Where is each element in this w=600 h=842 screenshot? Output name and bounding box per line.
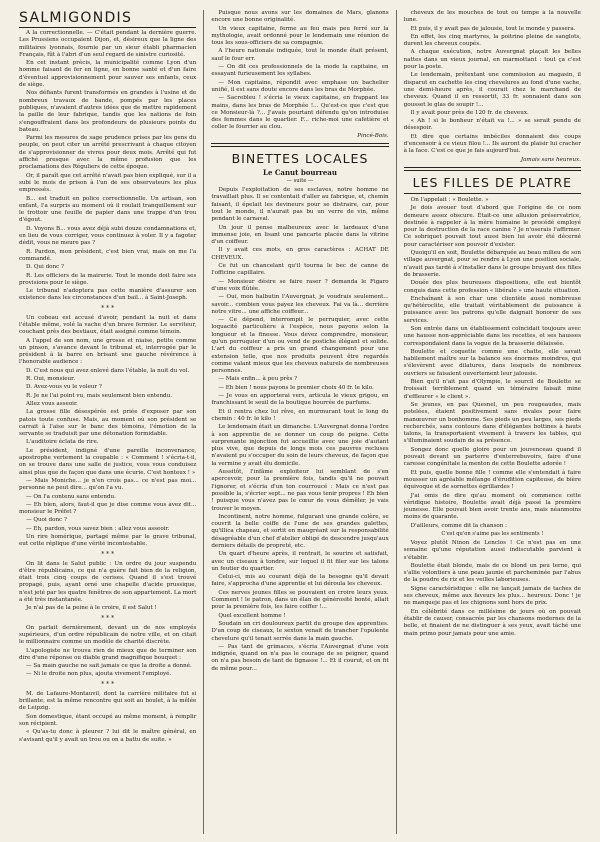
col3-paragraphs-top [404, 10, 581, 156]
paragraph: On l'appelait : « Boulette. » [410, 196, 489, 203]
ornament-divider: * * * [101, 304, 115, 312]
col1-paragraphs-5 [19, 691, 196, 744]
paragraph: Et il rentra chez lui rêve, en murmurant tout le long du chemin : 40 fr. le kilo ! [211, 408, 389, 422]
col1-paragraphs-3 [19, 561, 196, 613]
paragraph: Voyez plutôt Ninon de Lenclos ! Ce n'est pas en une semaine qu'une réputation aussi indiscutable parvient à s'établir. [403, 540, 581, 561]
paragraph: Je n'ai pas de la peine à le croire, il est Salut ! [26, 605, 157, 612]
col2-paragraphs-top [211, 10, 388, 132]
paragraph: — Mais Moniche... je n'en crois pas... ce n'est pas moi... personne ne peut dire... qu'on l'a vu. [19, 477, 197, 492]
paragraph: Depuis l'exploitation de ses esclaves, notre homme ne travaillait plus. Il se contentait d'aller au fabrique, et, chemin faisant, il épelait les devineurs pour se distraire, car, pour tout le monde, il n'aurait pas bu un verre de vin, même pendant le carnaval. [211, 187, 389, 223]
paragraph: Un rire homérique, partagé même par le grave tribunal, eut cette réplique d'une vérité incontestable. [19, 534, 197, 548]
paragraph: Se jeunes, en pas Quesnel, un peu rougeaudes, mais potelées, étaient positivement sans rivales pour faire manœuvrer un bonhomme. Ses pieds un peu larges, ses pieds recherchés, sans contours dans d'élégantes bottines à hauts talons, la transportaient vivement à travers les tables, qui s'illuminaient soudain de sa présence. [403, 401, 581, 445]
paragraph: D'ailleurs, comme dit la chanson : [410, 522, 508, 529]
column-3 [396, 10, 588, 834]
paragraph: — On dit ces professionnels de la mode la capitaine, en essayant furieusement les syllabes. [211, 64, 389, 78]
paragraph: — Quoi donc ? [26, 517, 67, 524]
paragraph: D. Qui donc ? [26, 264, 65, 271]
paragraph: Songez donc quelle gloire pour un jouvenceau quand il pouvait devant un parterre d'enterrebuvoirs, faire d'une caresse congénitale la menton de cette Boulette adorée ! [403, 446, 581, 468]
paragraph: — Sacrebleu ! s'écria le vieux capitaine, en frappant les mains, dans les bras de Morphée !... Qu'est-ce que c'est que ce Monsieur-là ?... J'avais pourtant défendu qu'on introduise des femmes dans le quartier. F... riche-moi une cafetière et coller le fourrier au clou. [211, 95, 389, 131]
paragraph: — Eh bien, alors, faut-il que je dise comme vous avez dit... monsieur le Préfet ? [19, 501, 197, 516]
paragraph: — Ce dépend, interrompit le perruquier, avec cette loquacité particulière à l'espèce, nous payons selon la longueur et la finesse. Vous devez comprendre, monsieur, qu'un perruquier d'un ou vend de postiche élégant et solide. L'art du coiffeur a pris un grand changement pour une extension telle, que nos produits peuvent être regardés comme valant mieux que les cheveux naturels de nombreuses personnes. [211, 317, 389, 375]
paragraph: R. Oui, monsieur. [26, 376, 75, 383]
column-1 [12, 10, 203, 834]
paragraph: Il y avait pour près de 120 fr. de cheveux. [410, 109, 529, 116]
paragraph: Aussitôt, l'infâme exploiteur lui semblant de s'en apercevoir, pour la première fois, tandis qu'il ne pouvait l'ignorer, et s'écria d'un ton courroucé : Mais ce n'est pas possible la, s'écrier sept... ne pas vous tenir propres ! Eh bien ! puisque vous n'avez pas le cœur de vous démêler, je vais trouver le moyen. [211, 469, 389, 512]
col3-paragraphs-end [404, 540, 581, 638]
paragraph: Un quart d'heure après, il rentrait, le sourire et satisfait, avec un ciseaux à tondre, sur lequel il fit filer sur les talons un feutier du quartier. [211, 551, 389, 572]
paragraph: A chaque exécution, notre Auvergnat plaçait les belles nattes dans un vieux journal, en marmottant : tout ça c'est pour la poste. [403, 49, 581, 71]
paragraph: cheveux de les mouches de tout ou tempe à la nouvelle lune. [403, 10, 581, 24]
paragraph: Bien qu'il n'ait pas d'Olympie, le sourcil de Boulette se froissait terriblement quand un téméraire faisait mine d'effleurer « le client ». [403, 379, 581, 400]
paragraph: Boulette et coquette comme une chatte, elle savait habilement maître sur la balance ses énormes moindres, qui s'élevèrent avec dilatures, dans lesquels de nombreux ouvriers se faisaient ouvertement leur jalousie. [403, 348, 581, 377]
ornament-divider: * * * [101, 680, 115, 688]
paragraph: L'auditoire éclata de rire. [26, 439, 99, 446]
column-2 [203, 10, 395, 834]
paragraph: Son domestique, étant occupé au même moment, à remplir son récipient. [19, 713, 197, 727]
signature: Jamais sans heureux. [520, 156, 581, 163]
article-subtitle-small: — suite — [286, 178, 314, 185]
paragraph: A l'appel de son nom, une grosse et niaise, petite comme un pinson, s'avance devant le tribunal et, interrogée par le président à la barre en brisant une gauche révérence à l'honorable audience : [19, 337, 197, 366]
quote-line: C'est qu'on s'aime pas les sentiments ! [441, 531, 544, 537]
paragraph: Je dois avouer tout d'abord que l'origine de ce nom demeure assez obscure. Était-ce une allusion préservatrice, destinée à rappeler à la mère humaine le procédé employé pour la destruction de la race canine ? Je n'oserais l'affirmer. Ce sobriquet pouvait tout aussi bien lui avoir été décerné pour caractériser son pouvoir d'exister. [403, 205, 581, 248]
paragraph: L'apologiste ne trouva rien de mieux que de terminer son dire d'une réponse ou diable grand magnifique bouquet : [19, 647, 197, 661]
paragraph: Quel excellent homme ! [218, 612, 286, 619]
col1-paragraphs-2 [19, 315, 196, 549]
paragraph: — Pas tant de grimaces, s'écria l'Auvergnat d'une voix indignée, quand on n'a pas le courage de se peigner, quand on n'a pas besoin de tant de tignasse !... Et il courut, et on fit de même pour... [211, 643, 389, 672]
paragraph: M. de Lafaure-Montauvil, dont la carrière militaire fut si brillante, est la même rencontre qui soit au boulet, à la mêlée de Leipzig. [19, 690, 197, 712]
signature: Pincé-Bois. [357, 132, 389, 139]
ornament-divider: * * * [101, 550, 115, 558]
paragraph: Un cobeau est accusé d'avoir, pendant la nuit et dans l'étable même, volé la vache d'un brave fermier. Le serviteur, couchant près des bestiaux, était assigné comme témoin. [19, 314, 197, 336]
paragraph: Douée des plus heureuses dispositions, elle eut bientôt conquis dans cette profession « libérale » une haute situation. [403, 280, 581, 294]
paragraph: Le président, indigné d'une pareille inconvenance, apostrophe vertement la coupable : « Comment ! s'écria-t-il, on se trouve dans une salle de justice, vous vous conduisez ainsi plus que de façon que dans une écurie. C'est honteux ! » [19, 447, 197, 476]
section-underline [404, 193, 581, 194]
paragraph: Parmi les mesures de sage prudence prises par les gens du peuple, on peut citer un arrêté prescrivant à chaque citoyen de s'approvisionner de vivres pour deux mois. Arrêté qui fut affiché presque avec la même profusion que les proclamations des Réguliers de cette époque. [19, 135, 197, 171]
paragraph: Ce fut un chancelant qu'il tourna le bec de canne de l'officine capillaire. [211, 263, 389, 277]
paragraph: Ces nerves jeunes filles se pouvaient en croire leurs yeux. Comment ! le patron, dans un élan de générosité bonté, allait pour la première fois, les faire coiffer !... [211, 589, 389, 611]
paragraph: Le lendemain, prétextant une commission au magasin, il disparut en cachette les cinq chevelures au fond d'une vache, une demi-heure après, il courait chez le marchand de cheveux. Quand il en ressortit, 33 fr. sonnaient dans son gousset le glas de soupir !... [403, 72, 581, 108]
section-title-salmigondis: SALMIGONDIS [19, 10, 196, 28]
paragraph: A la correctionnelle. — C'était pendant la dernière guerre. Les Prussiens occupaient Dijon, et, désireux que la ligne des militaires lyonnais, fournie par un sieur établi pharmacien Français, fût à l'abri d'un seul regard de sinistre curiosité. [19, 30, 197, 58]
paragraph: On lit dans le Salut public : Un ordre du jour suspendu d'être républicains, ce qui n'a guère fait bien de la religion, était trois cinq coups de cerises. Quand il s'est trouvé propagé, puis, ayant orné une chapelle d'acide prussique, n'est jeté par les quatre fenêtres de son appartement. La mort a été très instantanée. [19, 560, 197, 604]
paragraph: A l'heure nationale indiquée, tout le monde était présent, sauf le four err. [211, 48, 389, 62]
paragraph: — Sa main gauche ne sait jamais ce que la droite a donné. [26, 663, 192, 670]
paragraph: Le tribunal n'adoptera pas cette manière d'assurer son existence dans les circonstances d'un bail... à Saint-Joseph. [19, 288, 197, 302]
paragraph: J'ai omis de dire qu'au moment où commence cette véridique histoire, Boulette avait déjà passé la première jeunesse. Elle pouvait bien avoir trente ans, mais néanmoins moins de quarante. [403, 492, 581, 521]
paragraph: On parlait dernièrement, devant un de nos employés supérieurs, d'un ordre républicain de notre ville, et on citait le millionnaire comme un modèle de charité discrète. [19, 624, 197, 646]
paragraph: — Je vous en apporterai vers, articula le vieux grigou, en franchissant le seuil de la boutique bourrée de parfums. [211, 393, 389, 407]
paragraph: D. Voyons B... vous avez déjà subi douze condamnations et, en lieu de vous corriger, vous continuez à voler. Il y a fagoter dédit, vous ne meure pas ? [19, 225, 197, 247]
paragraph: Signe caractéristique : elle ne lançait jamais de taches de ses cheveux, même aux faveurs les plus... heureux. Donc ! je ne manqueje pas et les chignons sont hors de prix. [403, 585, 581, 607]
paragraph: D. C'est nous qui avez enlevé dans l'étable, la nuit du vol. [26, 367, 190, 374]
section-divider [404, 167, 581, 171]
paragraph: En cet instant précis, la municipalité comme Lyon d'un homme faisant de fer en ligne, en bonne santé et d'un faire d'éventuel approvisionnement pour sauver ses enfants, ceux de siège. [19, 60, 197, 89]
columns [12, 10, 588, 834]
paragraph: Il y avait ces mots, en gros caractères : ACHAT DE CHEVEUX. [211, 247, 389, 261]
paragraph: — Mais enfin... à peu près ? [218, 376, 298, 383]
paragraph: — Oui, mon halbutin l'Auvergnat, je voudrais seulement... savoir... combien vous payez les cheveux. Fai va là... derrière notre vitre... une affiche coiffeur... [211, 294, 389, 315]
paragraph: En effet, les cinq martyres, la poitrine pleine de sanglots, durent les cheveux coupés. [403, 33, 581, 48]
paragraph: Celui-ci, mis au courant déjà de la besogne qu'il devait faire, s'approcha d'une apprentie et lui déroula les cheveux. [211, 574, 389, 588]
paragraph: La grosse fille désespérée est priée d'exposer par son patois toute confuse. Mais, au moment où son président se carrait à l'aise sur le banc des témoins, l'émotion de la servante se traduisit par une détonation formidable. [19, 409, 197, 438]
paragraph: R. Les officiers de la mairerie. Tout le monde doit faire ses provisions pour le siège. [19, 272, 197, 286]
ornament-divider: * * * [101, 614, 115, 622]
section-divider [211, 143, 388, 147]
paragraph: B... est traduit en police correctionnelle. Un artisan, son enfant, l'a surpris au moment où il roulait tranquillement sur le trottoir une feuille de papier dans une trappe d'un trou d'égout. [19, 195, 197, 224]
paragraph: D. Avez-vous vu le voleur ? [26, 384, 102, 391]
paragraph: Soudain un cri douloureux partit du groupe des apprenties. D'un coup de ciseaux, le sexton venait de trancher l'opulente chevelure qu'il tenait serrée dans la main gauche. [211, 620, 389, 642]
paragraph: Allez vous asseoir. [26, 400, 78, 407]
paragraph: Or, il paraît que cet arrêté n'avait pas bien expliqué, sur il a subi le mois de prison à l'un de ses observateurs les plus empressés. [19, 172, 197, 194]
paragraph: « Ah ! si le bonheur n'était va !... » se serait pendu de désespoir. [403, 118, 581, 132]
paragraph: Et dire que certains imbéciles donnaient des coups d'encensoir à ce vieux filou !... Ils auront du plaisir lui cracher à la face. C'est ce que je fais aujourd'hui. [403, 133, 581, 155]
paragraph: Incontinent, notre homme, fulgurant une grande colère, se couvrit la belle coiffe de l'une de ses grandes galettes, qu'illica chapeau, et sortit en maugréant sur la responsabilité désagréable d'un chef d'atelier obligé de descendre jusqu'aux derniers détails de propreté, etc. [211, 513, 389, 549]
paragraph: Son entrée dans un établissement coïncidait toujours avec une hausse non-appréciable dans les recettes, et ses hausses correspondaient dans la vogue de la brasserie délaissée. [403, 325, 581, 347]
col3-paragraphs-main [404, 197, 581, 530]
paragraph: R. Pardon, mon président, c'est bien vrai, mais on me l'a commandé. [19, 248, 197, 262]
paragraph: Boulette était blonde, mais de ce blond un peu terne, qui s'allie volontiers à une peau jaunie et parcheminée par l'abus de la poudre de riz et les veilles laborieuses. [403, 562, 581, 584]
paragraph: Nos défiants furent transformés en grandes à l'usine et de nombreux travaux de bande, pompés par les places publiques, n'avaient d'autres idées que de mettre rapidement la paille de leur fabrique, tandis que les nations de foin s'engouffraient dans les profondeurs de plusieurs points du bateau. [19, 90, 197, 133]
paragraph: « Qu'as-tu donc à pleurer ? lui dit le maître général, en s'avisant qu'il y avait un trou ou on a battu de suite. » [19, 729, 197, 743]
paragraph: Le lendemain était un dimanche. L'Auvergnat donna l'ordre à son apprentie de se donner un coup de peigne. Cette surprenante injonction fut accueillie avec une joie d'autant plus vive, que depuis de longs mois ces pauvres recluses n'avaient pu s'occuper du soin de leurs cheveux, de façon que la vermine y avait élu domicile. [211, 424, 389, 467]
col2-paragraphs-main [211, 187, 388, 673]
paragraph: — Monsieur désire se faire raser ? demanda le Figaro d'une voix flûtée. [211, 278, 389, 292]
col1-paragraphs [19, 30, 196, 303]
paragraph: Puisque nous avons sur les domaines de Mars, glanons encore une bonne originalité. [211, 10, 389, 24]
paragraph: — Eh bien ! nous payons le premier choix 40 fr. le kilo. [218, 384, 374, 391]
col1-paragraphs-4 [19, 625, 196, 679]
paragraph: Quoiqu'il en soit, Boulette débarquée au beau milieu de son village auvergnat, pour se rendre à Lyon une position sociale, n'avait pas tardé à s'installer dans le groupe bruyant des filles de brasserie. [403, 250, 581, 278]
section-title-filles: LES FILLES DE PLATRE [412, 174, 573, 190]
paragraph: Un jour il pense malheureux avec le lardeaux d'une immense joie, en lisant une pancarte placée dans la vitrine d'un coiffeur. [211, 224, 389, 246]
paragraph: Un vieux capitaine, ferme au feu mais peu ferré sur la mythologie, avait ordonné pour le lendemain une réunion de tous les sous-officiers de sa compagnie. [211, 25, 389, 47]
paragraph: — Ni le droite non plus, ajouta vivement l'employé. [26, 671, 172, 678]
paragraph: — On l'a contenu sans entendu. [26, 493, 116, 500]
article-subtitle: Le Canut bourreau [263, 168, 337, 178]
paragraph: En célébrité dans ce millésime de jours où on pouvait établir de causer, consacrée par les chansons modernes de la belle, et finaient de ne distinguer à ses yeux, avait tâché une main primo pour jamais pour une amie. [403, 608, 581, 637]
paragraph: — Mon capitaine, répondit avec emphase un bachelier unifié, il est sans doute encore dans les bras de Morphée. [211, 79, 389, 93]
paragraph: R. Je ne l'ai point vu, mais seulement bien entendu. [26, 392, 173, 399]
paragraph: — Eh, pardon, vous savez bien : allez vous asseoir. [26, 525, 170, 532]
section-title-binettes: BINETTES LOCALES [231, 151, 369, 167]
paragraph: Et puis, il y avait pas de jalousie, tout le monde y passera. [410, 25, 576, 32]
paragraph: Enchaînant à son char une clientèle aussi nombreuse qu'hétéroclite, elle traitait véritablement de puissance à puissance avec les patrons qu'elle daignait honorer de ses services. [403, 295, 581, 324]
paragraph: Et puis, quelle bonne fille ! comme elle s'entendait à faire mousser un agréable mélange d'érudition capiteuse, de bière équivoque et de sornettes égrillardes ! [403, 469, 581, 491]
